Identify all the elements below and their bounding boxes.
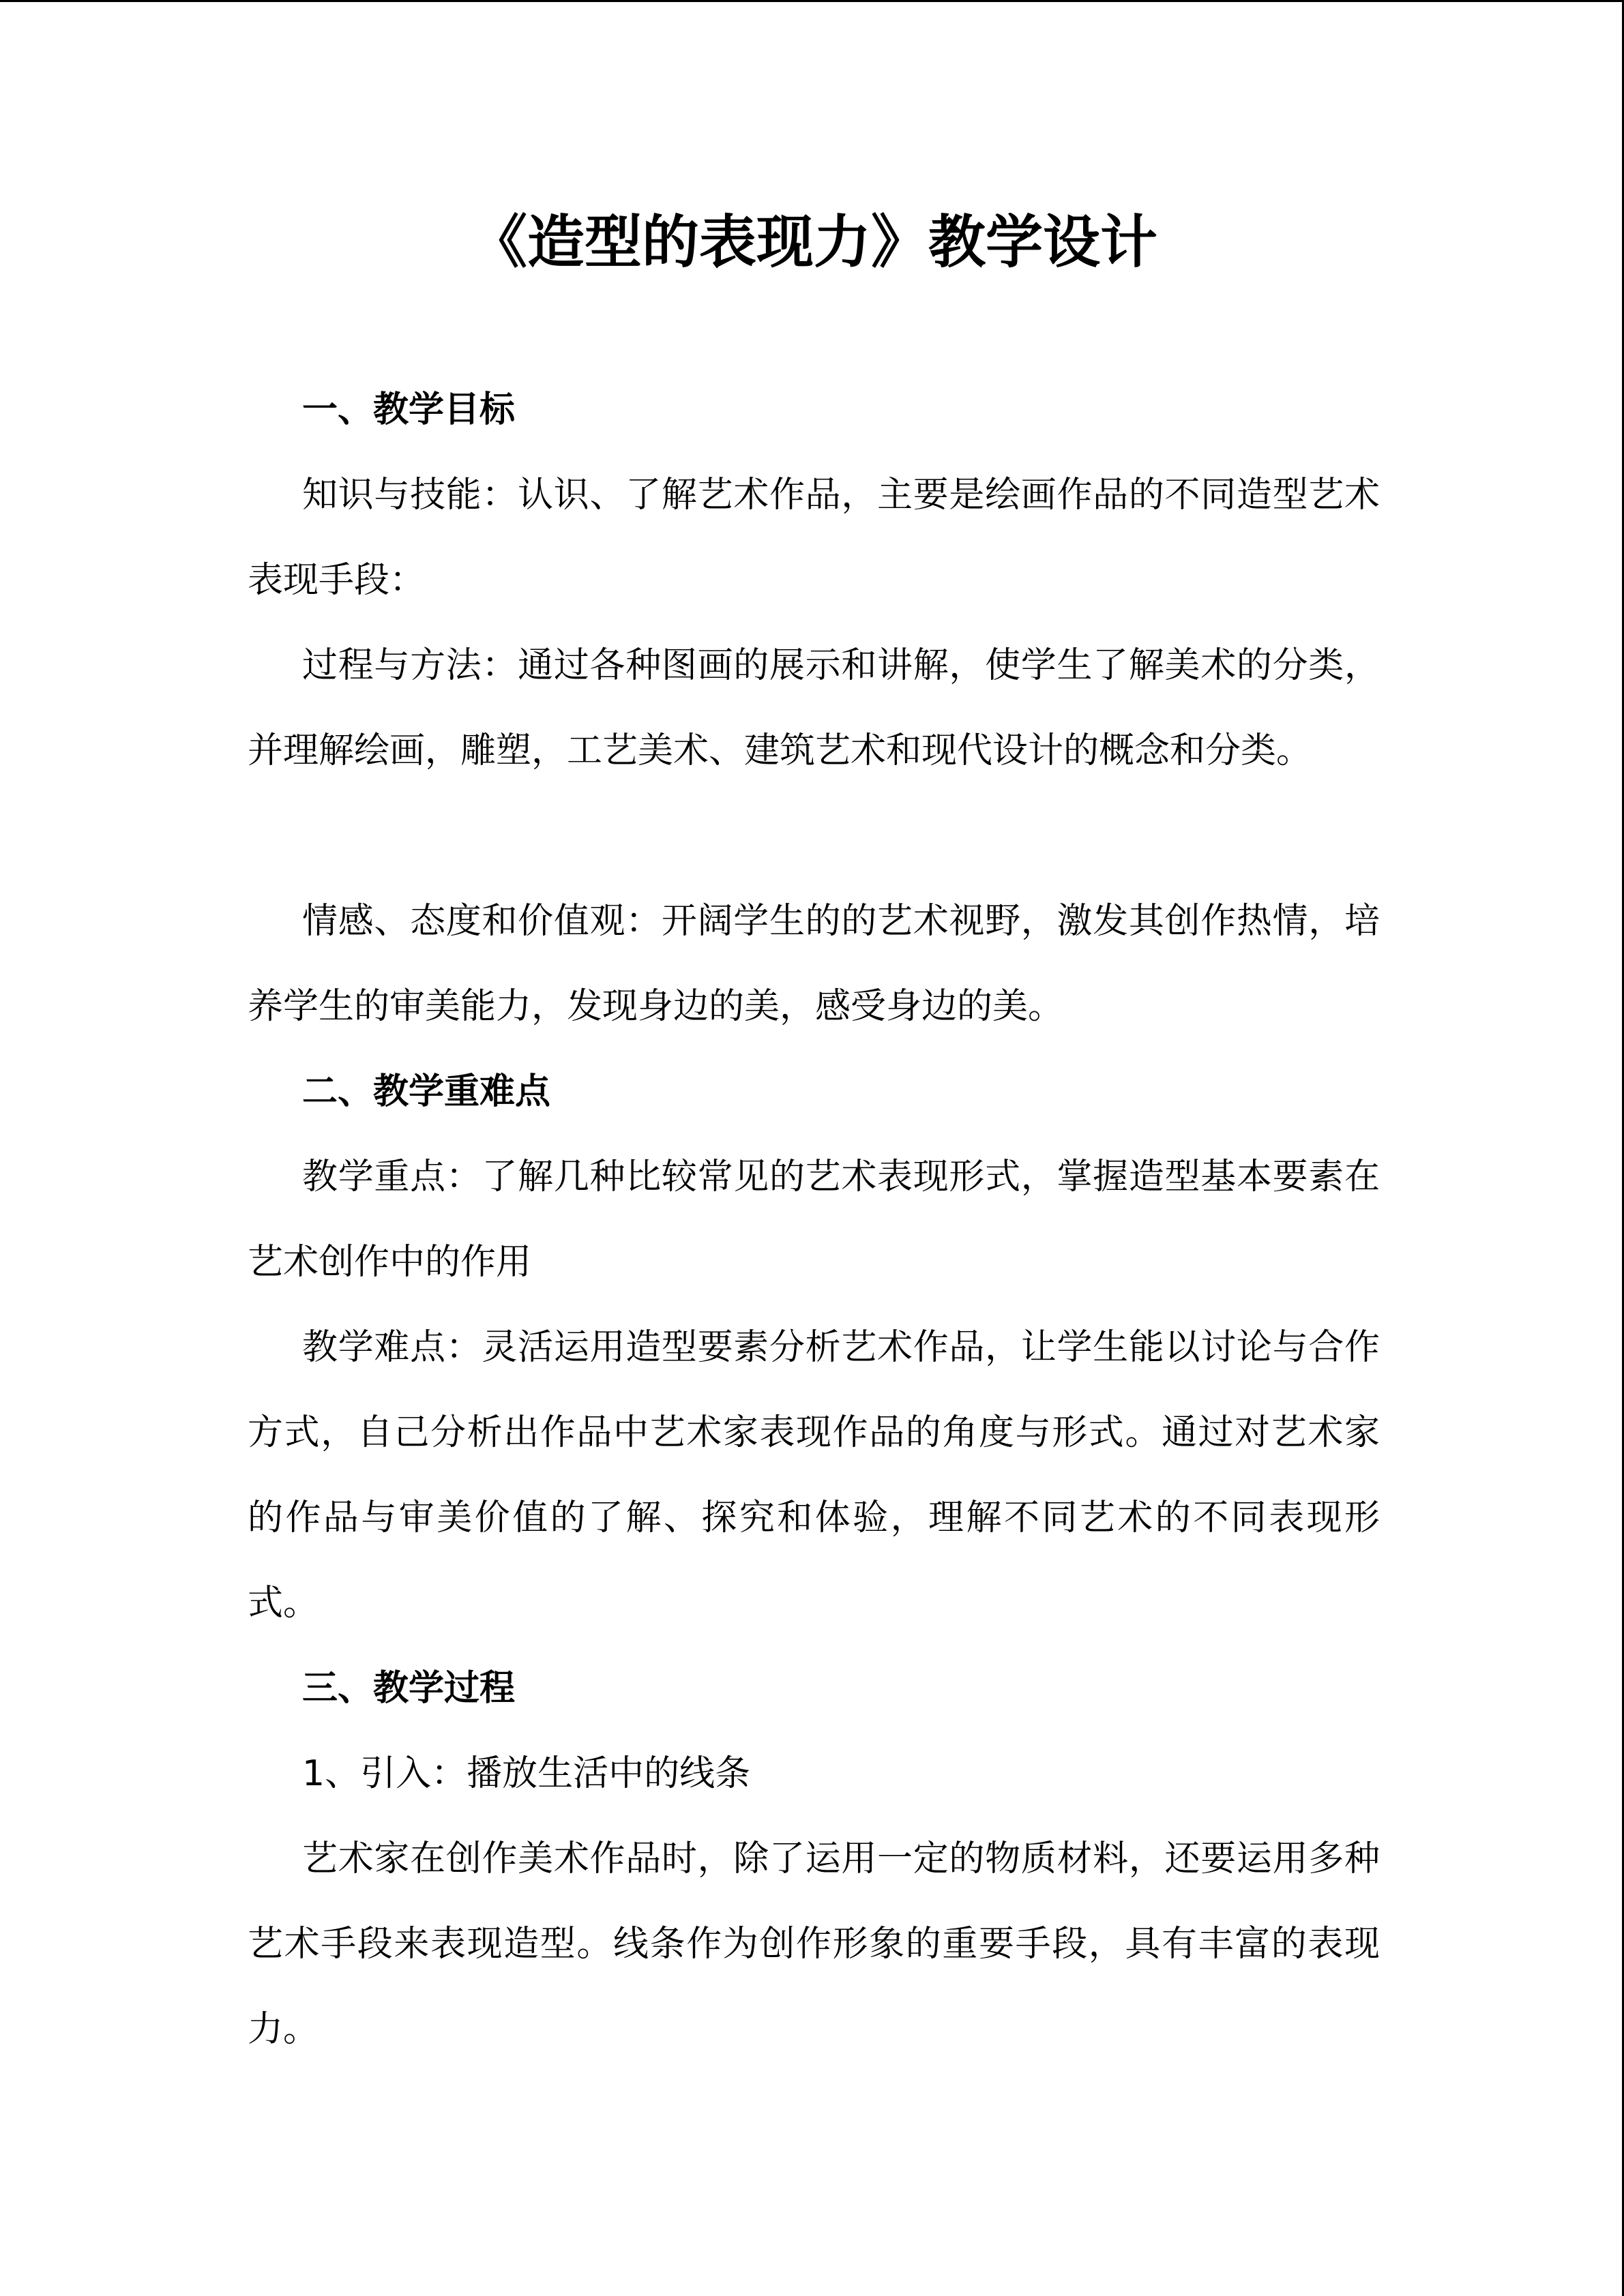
- paragraph-process-text: 艺术家在创作美术作品时，除了运用一定的物质材料，还要运用多种艺术手段来表现造型。线条作为创作形象的重要手段，具有丰富的表现力。: [248, 1838, 1380, 2050]
- section-heading-goals: 一、教学目标: [302, 389, 516, 430]
- paragraph-step-1: 1、引入：播放生活中的线条: [302, 1753, 751, 1794]
- paragraph-teaching-difficulty: 教学难点：灵活运用造型要素分析艺术作品，让学生能以讨论与合作方式，自己分析出作品中艺术家表现作品的角度与形式。通过对艺术家的作品与审美价值的了解、探究和体验，理解不同艺术的不同表现形式。: [248, 1327, 1380, 1624]
- paragraph-process-methods: 过程与方法：通过各种图画的展示和讲解，使学生了解美术的分类，并理解绘画，雕塑，工艺美术、建筑艺术和现代设计的概念和分类。: [248, 645, 1380, 771]
- section-heading-process: 三、教学过程: [302, 1668, 516, 1709]
- document-title: 《造型的表现力》教学设计: [469, 209, 1157, 275]
- paragraph-knowledge-skills: 知识与技能：认识、了解艺术作品，主要是绘画作品的不同造型艺术表现手段：: [248, 475, 1380, 601]
- paragraph-emotion-values: 情感、态度和价值观：开阔学生的的艺术视野，激发其创作热情，培养学生的审美能力，发现身边的美，感受身边的美。: [248, 901, 1380, 1027]
- paragraph-teaching-focus: 教学重点：了解几种比较常见的艺术表现形式，掌握造型基本要素在艺术创作中的作用: [248, 1157, 1380, 1283]
- page-top-border: [0, 0, 1624, 2]
- section-heading-key-points: 二、教学重难点: [302, 1071, 551, 1112]
